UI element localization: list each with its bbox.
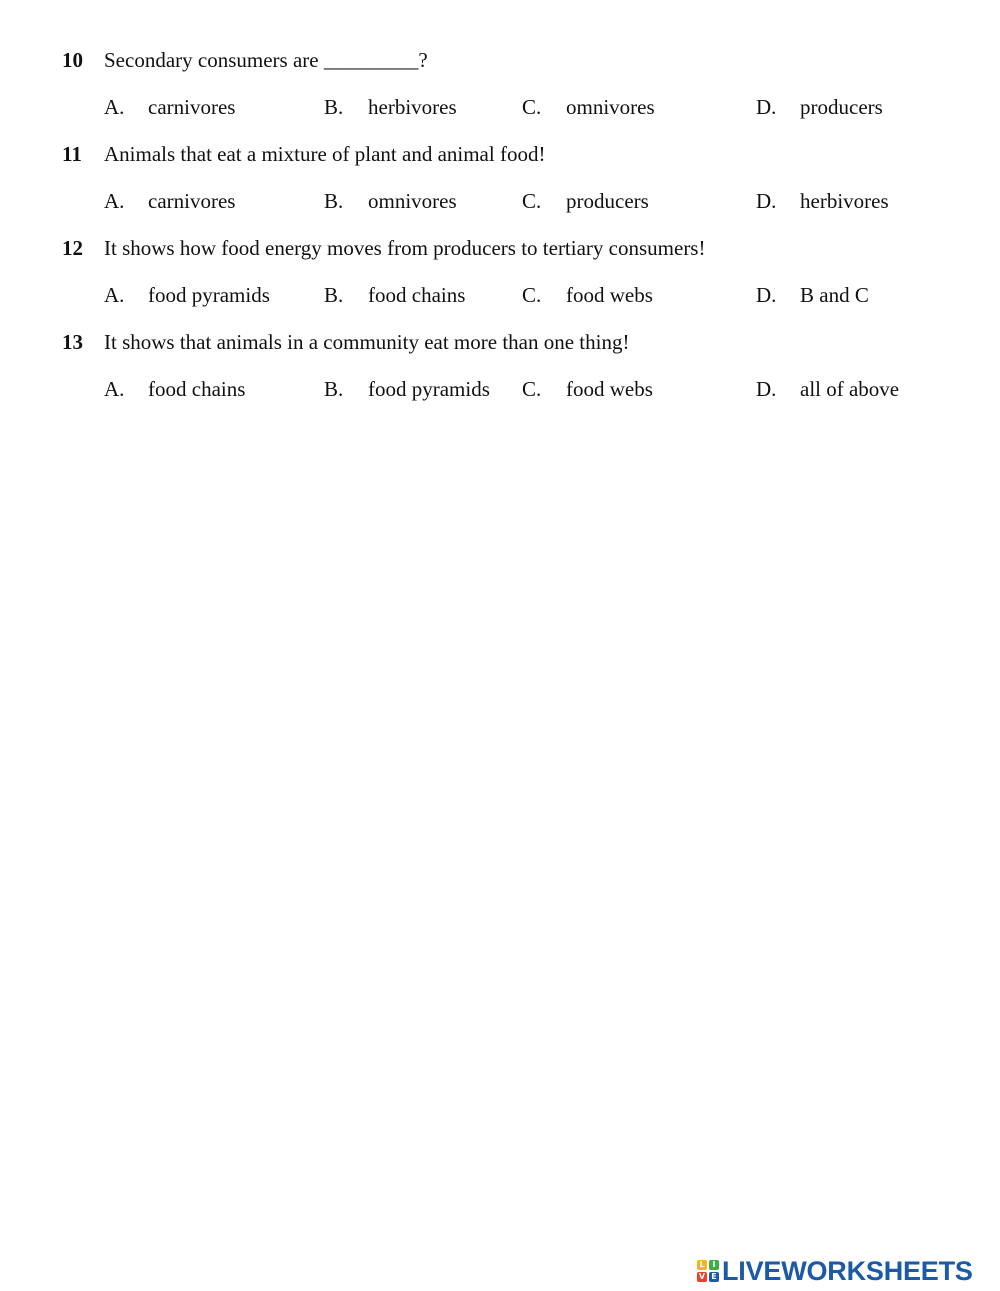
logo-cell-i: I [709, 1260, 719, 1270]
option-letter: A. [104, 95, 125, 119]
question-text: Animals that eat a mixture of plant and animal food! [104, 142, 546, 166]
logo-cell-l: L [697, 1260, 707, 1270]
question-number: 12 [62, 236, 83, 260]
option-letter: A. [104, 283, 125, 307]
option-letter: C. [522, 95, 542, 119]
option-text: omnivores [566, 95, 655, 119]
option-text: food chains [148, 377, 246, 401]
option-text: herbivores [368, 95, 457, 119]
option-text: herbivores [800, 189, 889, 213]
option-letter: A. [104, 189, 125, 213]
option-letter: B. [324, 189, 344, 213]
options-question-12 [0, 280, 1000, 310]
question-11 [0, 139, 1000, 169]
question-text: It shows how food energy moves from producers to tertiary consumers! [104, 236, 706, 260]
liveworksheets-logo [697, 1256, 973, 1286]
question-12 [0, 233, 1000, 263]
options-question-11 [0, 186, 1000, 216]
option-letter: D. [756, 95, 777, 119]
option-text: producers [566, 189, 649, 213]
option-text: all of above [800, 377, 900, 401]
option-letter: A. [104, 377, 125, 401]
options-question-13 [0, 374, 1000, 404]
option-letter: B. [324, 283, 344, 307]
option-letter: B. [324, 95, 344, 119]
option-text: omnivores [368, 189, 457, 213]
option-letter: C. [522, 377, 542, 401]
liveworksheets-logo-text: LIVEWORKSHEETS [722, 1255, 973, 1286]
option-text: carnivores [148, 189, 236, 213]
question-13 [0, 327, 1000, 357]
option-text: carnivores [148, 95, 236, 119]
question-number: 10 [62, 48, 83, 72]
option-text: food pyramids [368, 377, 490, 401]
logo-cell-e: E [709, 1272, 719, 1282]
logo-cell-v: V [698, 1272, 706, 1281]
option-text: food webs [566, 283, 653, 307]
option-letter: D. [756, 189, 777, 213]
option-letter: C. [522, 189, 542, 213]
option-letter: D. [756, 283, 777, 307]
question-number: 13 [62, 330, 83, 354]
option-text: food chains [368, 283, 466, 307]
option-letter: C. [522, 283, 542, 307]
option-text: food webs [566, 377, 653, 401]
question-text: Secondary consumers are _________? [104, 48, 428, 72]
question-number: 11 [62, 142, 82, 166]
question-10 [0, 45, 1000, 75]
option-letter: B. [324, 377, 344, 401]
question-text: It shows that animals in a community eat more than one thing! [104, 330, 630, 354]
option-text: producers [800, 95, 883, 119]
option-letter: D. [756, 377, 777, 401]
liveworksheets-logo-icon [697, 1260, 719, 1282]
option-text: food pyramids [148, 283, 270, 307]
option-text: B and C [800, 283, 869, 307]
options-question-10 [0, 92, 1000, 122]
